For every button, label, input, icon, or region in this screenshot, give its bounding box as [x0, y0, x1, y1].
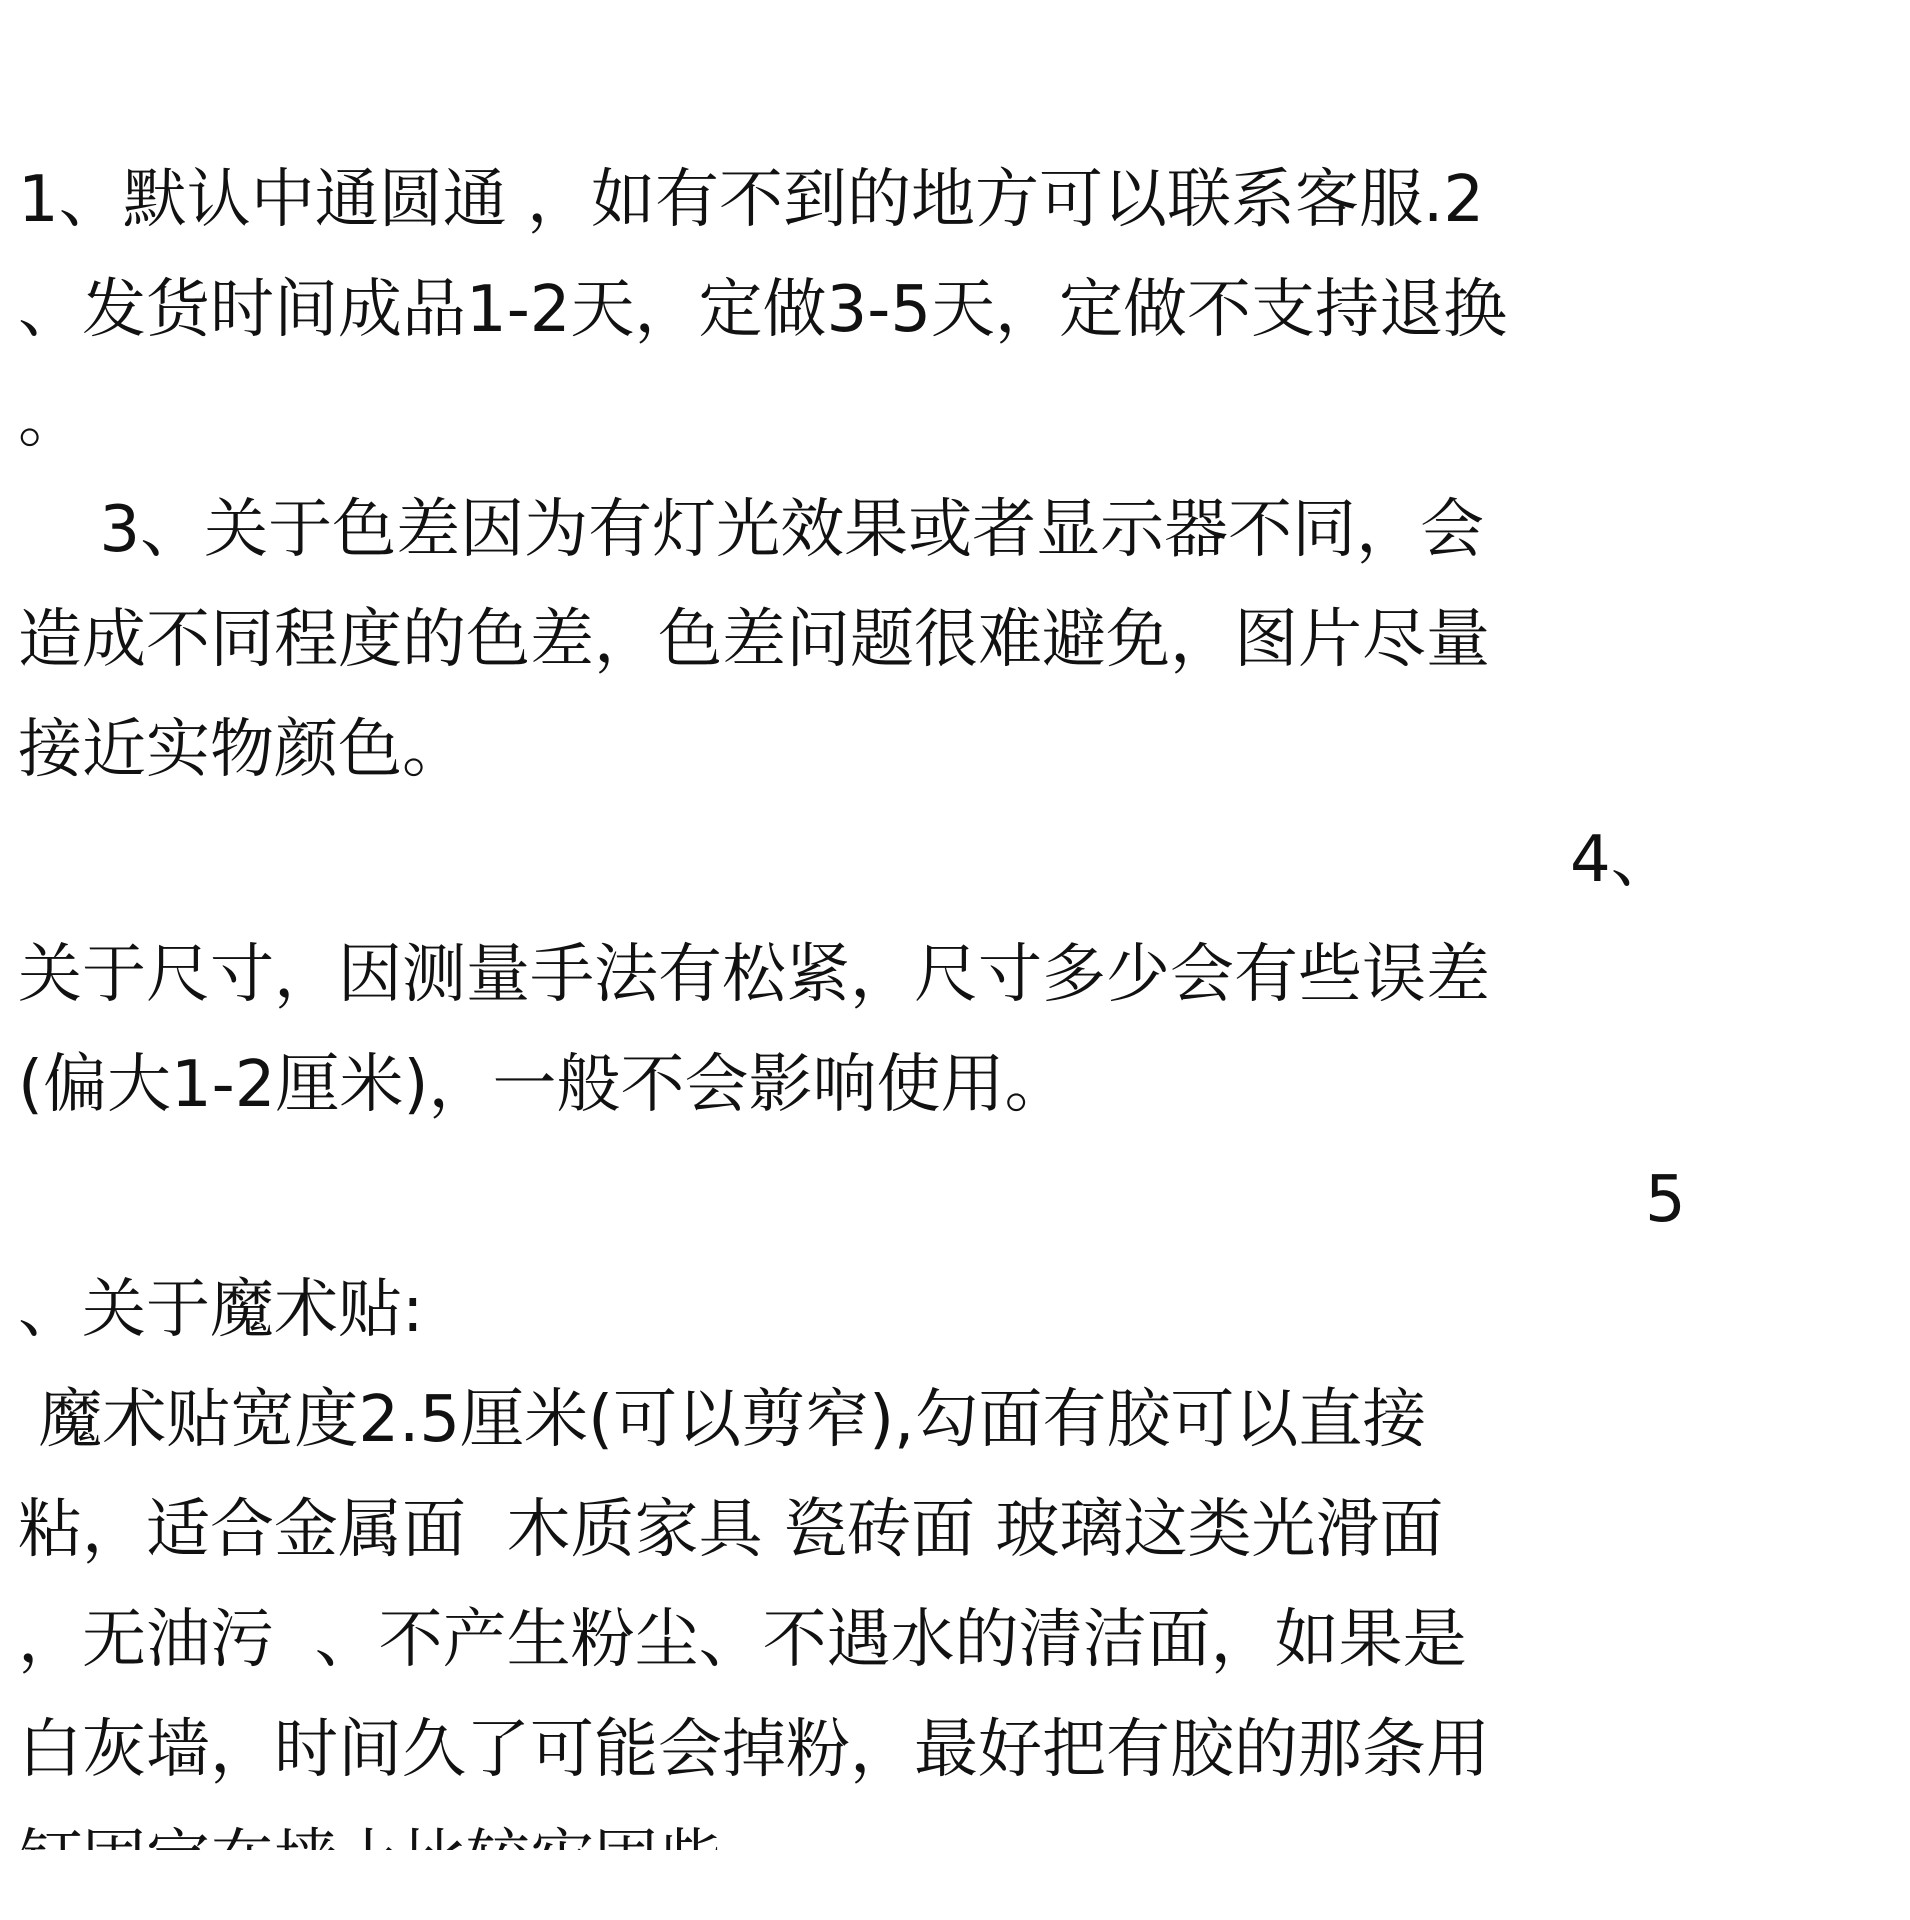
text-line: 、发货时间成品1-2天，定做3-5天，定做不支持退换: [18, 273, 1508, 347]
text-line: 1、默认中通圆通 ，如有不到的地方可以联系客服.2: [18, 163, 1485, 237]
text-line: ，无油污 、不产生粉尘、不遇水的清洁面，如果是: [18, 1603, 1467, 1677]
text-line: 造成不同程度的色差，色差问题很难避免，图片尽量: [18, 603, 1490, 677]
text-line: 4、: [1570, 823, 1675, 897]
text-line: 魔术贴宽度2.5厘米(可以剪窄),勾面有胶可以直接: [18, 1383, 1427, 1457]
text-line: 5: [1645, 1163, 1686, 1237]
text-line: 关于尺寸，因测量手法有松紧，尺寸多少会有些误差: [18, 938, 1490, 1012]
text-line: (偏大1-2厘米)，一般不会影响使用。: [18, 1048, 1069, 1122]
page-crop-mask: [0, 1850, 1910, 1920]
text-line: 、关于魔术贴:: [18, 1273, 424, 1347]
text-line: 白灰墙，时间久了可能会掉粉，最好把有胶的那条用: [18, 1713, 1490, 1787]
text-line: 。: [18, 383, 82, 457]
text-line: 3、关于色差因为有灯光效果或者显示器不同，会: [18, 493, 1485, 567]
text-line: 粘，适合金属面 木质家具 瓷砖面 玻璃这类光滑面: [18, 1493, 1444, 1567]
text-line: 接近实物颜色。: [18, 713, 466, 787]
